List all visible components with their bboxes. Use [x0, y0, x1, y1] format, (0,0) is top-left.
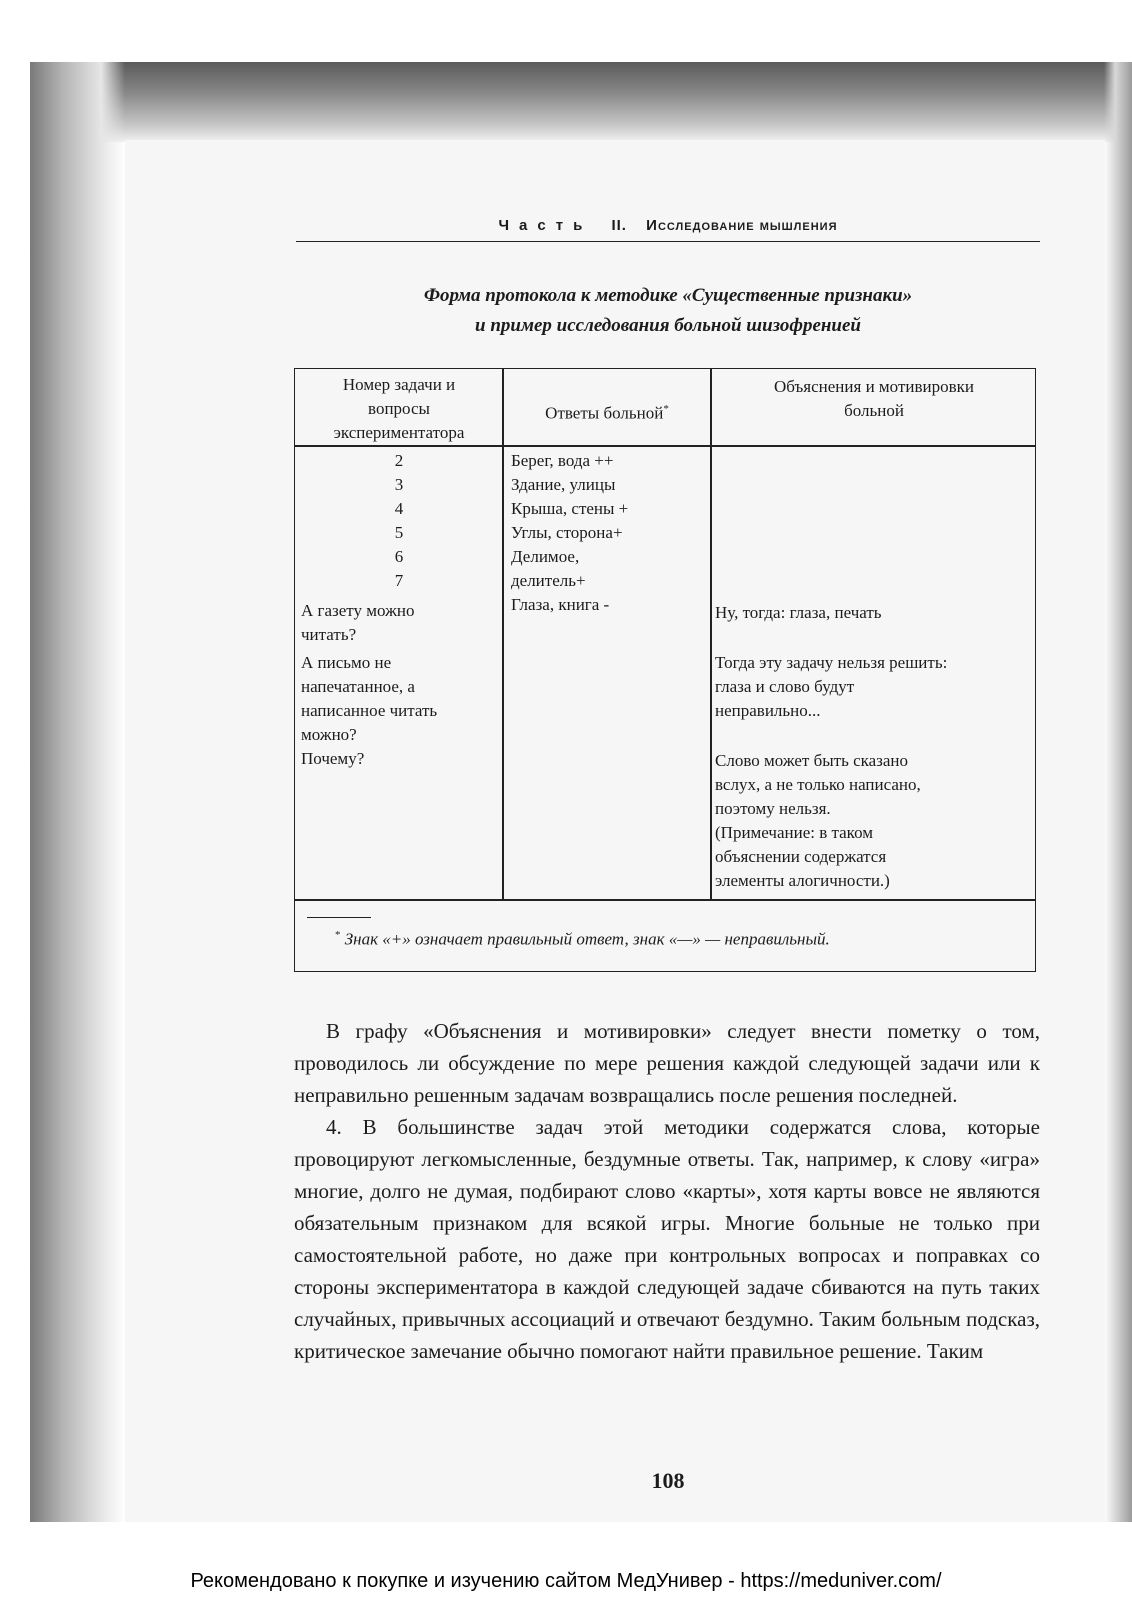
column-divider-2 [710, 369, 712, 899]
paragraph-1: В графу «Объяснения и мотивировки» следует внести пометку о том, проводилось ли обсуждение по мере решения каждой следующей задачи или к неправильно решенным задачам возвращались после решения последней. [294, 1019, 1040, 1107]
explanation-3: Слово может быть сказано вслух, а не только написано, поэтому нельзя. (Примечание: в таком объяснении содержатся элементы алогичности.) [715, 751, 921, 890]
explanation-1: Ну, тогда: глаза, печать [715, 603, 882, 622]
task-number: 6 [394, 547, 404, 566]
answer: Крыша, стены + [511, 499, 629, 518]
watermark-link[interactable]: Рекомендовано к покупке и изучению сайтом МедУнивер - https://meduniver.com/ [190, 1570, 942, 1592]
question-1: А газету можно читать? [301, 601, 415, 644]
explanation-2: Тогда эту задачу нельзя решить: глаза и слово будут неправильно... [715, 653, 948, 720]
task-number: 5 [394, 523, 404, 542]
footnote-rule [307, 917, 371, 918]
question-2: А письмо не напечатанное, а написанное читать можно? [301, 653, 438, 744]
task-numbers [297, 449, 501, 593]
part-number: II. [611, 217, 627, 234]
running-head [296, 217, 1040, 234]
protocol-table [294, 368, 1036, 972]
task-number: 3 [394, 475, 404, 494]
header-divider [295, 445, 1035, 447]
body-text [294, 1015, 1040, 1367]
task-number: 2 [394, 451, 404, 470]
task-number: 7 [394, 571, 404, 590]
chapter-title: Исследование мышления [646, 217, 838, 234]
answer: Берег, вода ++ [511, 451, 614, 470]
header-rule [296, 241, 1040, 242]
answer: Здание, улицы [511, 475, 616, 494]
asterisk-mark: * [663, 403, 669, 415]
scan-shadow-right [1104, 62, 1132, 1522]
answers [511, 449, 707, 617]
caption-line-2: и пример исследования больной шизофренией [475, 315, 861, 336]
page-number: 108 [651, 1468, 685, 1493]
explanations [715, 601, 1035, 893]
scan-shadow-left [30, 62, 125, 1522]
question-3: Почему? [301, 749, 365, 768]
header-task-number: Номер задачи и вопросы экспериментатора [333, 375, 465, 442]
column-divider-1 [502, 369, 504, 899]
answer: Углы, сторона+ [511, 523, 623, 542]
task-number: 4 [394, 499, 404, 518]
answer: Глаза, книга - [511, 595, 610, 614]
footnote-mark: * [335, 929, 341, 941]
questions [301, 599, 501, 771]
answer: делитель+ [511, 571, 586, 590]
caption-line-1: Форма протокола к методике «Существенные признаки» [423, 285, 913, 306]
header-answers: Ответы больной* [545, 403, 669, 423]
footnote-divider [295, 899, 1035, 901]
part-word: Часть [498, 217, 593, 234]
answer: Делимое, [511, 547, 580, 566]
table-caption [296, 281, 1040, 341]
scan-shadow-top [30, 62, 1132, 142]
table-footnote: * Знак «+» означает правильный ответ, знак «—» — неправильный. [335, 929, 830, 949]
header-explanations: Объяснения и мотивировки больной [774, 377, 974, 420]
paragraph-2: 4. В большинстве задач этой методики содержатся слова, которые провоцируют легкомысленные, бездумные ответы. Так, например, к слову «игра» многие, долго не думая, подбирают слово «карты», хотя карты вовсе не являются обязательным признаком для всякой игры. Многие больные не только при самостоятельной работе, но даже при контрольных вопросах и поправках со стороны экспериментатора в каждой следующей задаче сбиваются на путь таких случайных, привычных ассоциаций и отвечают бездумно. Таким больным подсказ, критическое замечание обычно помогают найти правильное решение. Таким [294, 1115, 1040, 1363]
